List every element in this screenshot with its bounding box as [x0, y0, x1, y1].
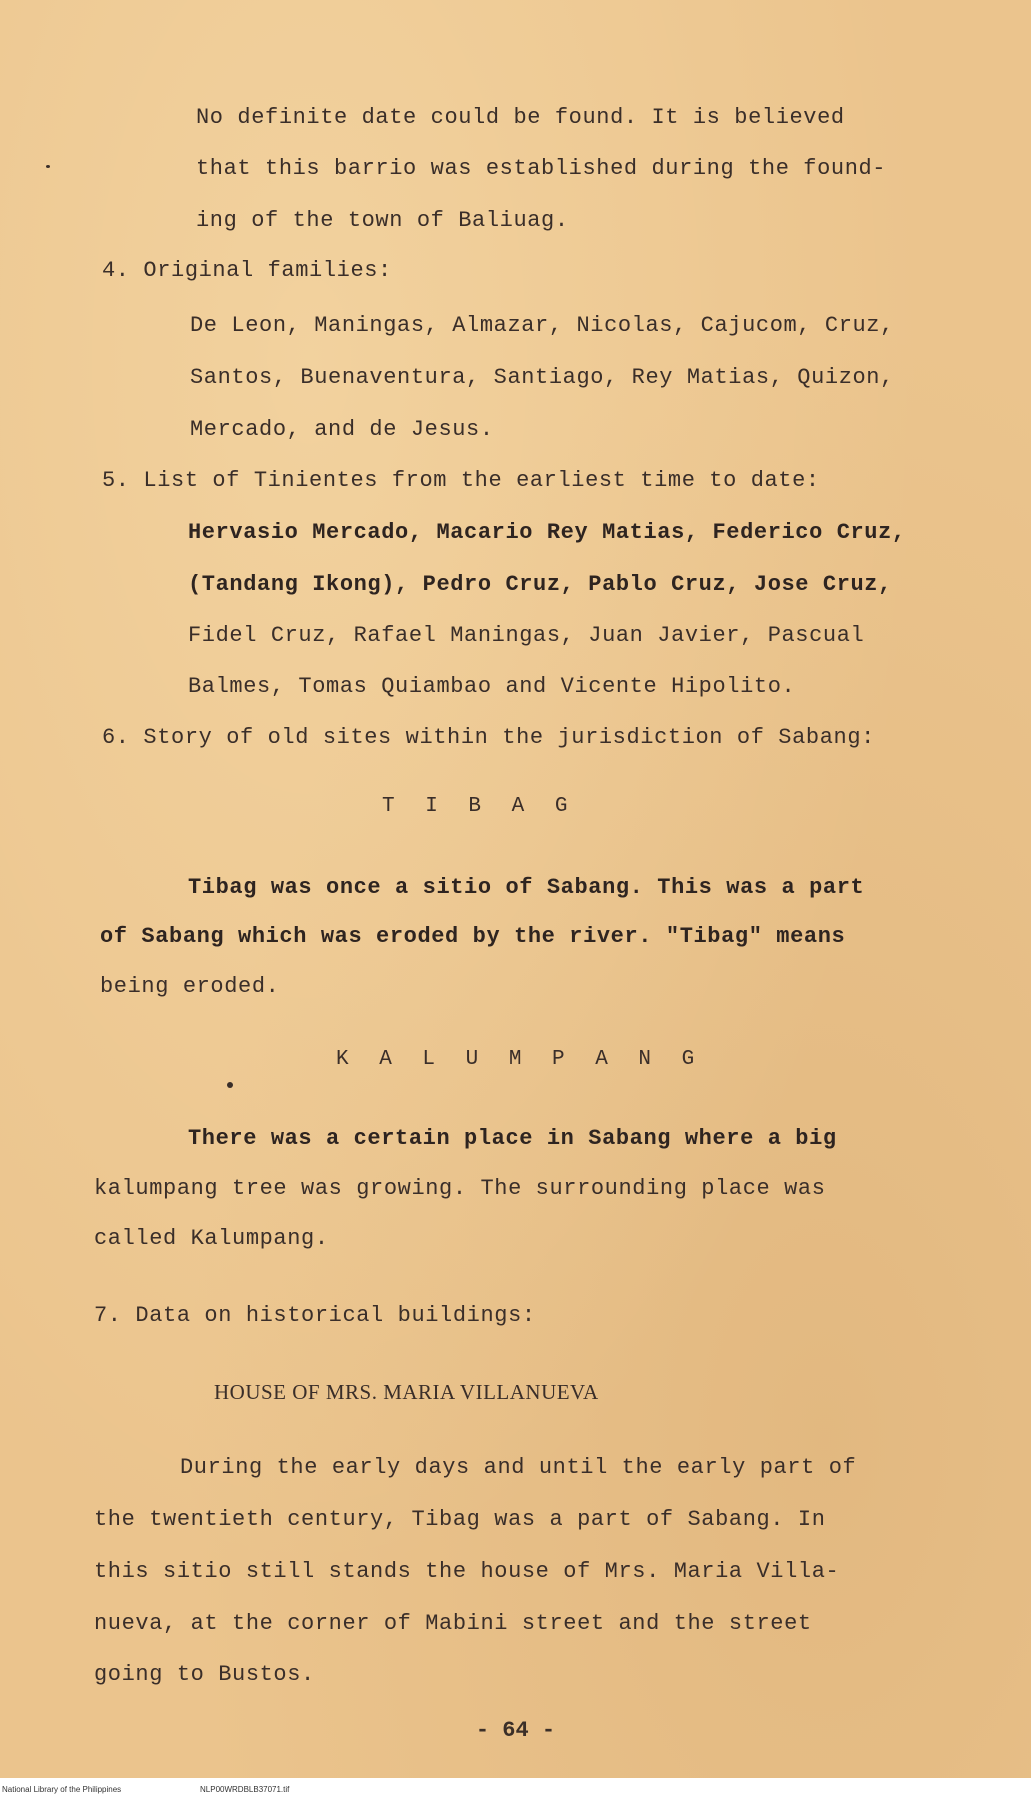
kalumpang-heading: K A L U M P A N G	[336, 1048, 704, 1071]
families-line-1: De Leon, Maningas, Almazar, Nicolas, Cajucom, Cruz,	[190, 313, 894, 338]
tibag-line-2: of Sabang which was eroded by the river. "Tibag" means	[100, 924, 846, 949]
tinientes-line-2: (Tandang Ikong), Pedro Cruz, Pablo Cruz, Jose Cruz,	[188, 572, 892, 597]
page-number: - 64 -	[475, 1718, 556, 1743]
villanueva-line-4: nueva, at the corner of Mabini street and the street	[94, 1611, 812, 1636]
kalumpang-line-2: kalumpang tree was growing. The surrounding place was	[94, 1176, 826, 1201]
tibag-line-1: Tibag was once a sitio of Sabang. This was a part	[188, 875, 865, 900]
families-line-3: Mercado, and de Jesus.	[190, 417, 494, 442]
section-7-heading: 7. Data on historical buildings:	[94, 1303, 536, 1328]
villanueva-line-2: the twentieth century, Tibag was a part of Sabang. In	[94, 1507, 826, 1532]
library-credit: National Library of the Philippines	[2, 1784, 122, 1794]
tinientes-line-4: Balmes, Tomas Quiambao and Vicente Hipolito.	[188, 674, 796, 699]
section-5-heading: 5. List of Tinientes from the earliest time to date:	[102, 468, 820, 493]
families-line-2: Santos, Buenaventura, Santiago, Rey Matias, Quizon,	[190, 365, 894, 390]
section-4-heading: 4. Original families:	[102, 258, 392, 283]
villanueva-line-3: this sitio still stands the house of Mrs. Maria Villa-	[94, 1559, 840, 1584]
ink-speck	[227, 1082, 233, 1088]
section-6-heading: 6. Story of old sites within the jurisdiction of Sabang:	[102, 725, 875, 750]
ink-speck	[46, 165, 50, 168]
tibag-heading: T I B A G	[382, 795, 577, 818]
tinientes-line-3: Fidel Cruz, Rafael Maningas, Juan Javier, Pascual	[188, 623, 865, 648]
kalumpang-line-1: There was a certain place in Sabang where a big	[188, 1126, 837, 1151]
villanueva-heading: HOUSE OF MRS. MARIA VILLANUEVA	[214, 1380, 599, 1404]
text-line-2: that this barrio was established during the found-	[196, 156, 887, 181]
text-line-1: No definite date could be found. It is believed	[196, 105, 845, 130]
file-id: NLP00WRDBLB37071.tif	[200, 1784, 290, 1794]
villanueva-line-1: During the early days and until the early part of	[180, 1455, 857, 1480]
text-line-3: ing of the town of Baliuag.	[196, 208, 569, 233]
tibag-line-3: being eroded.	[100, 974, 280, 999]
villanueva-line-5: going to Bustos.	[94, 1662, 315, 1687]
kalumpang-line-3: called Kalumpang.	[94, 1226, 329, 1251]
scan-footer	[0, 1778, 1031, 1800]
tinientes-line-1: Hervasio Mercado, Macario Rey Matias, Federico Cruz,	[188, 520, 906, 545]
